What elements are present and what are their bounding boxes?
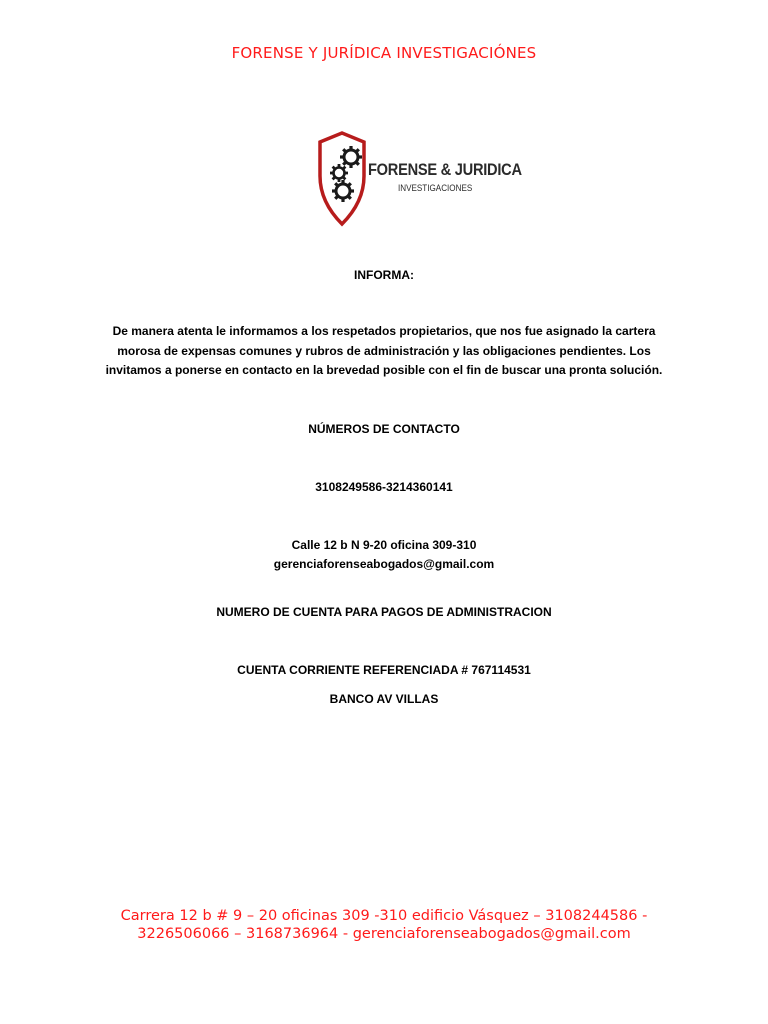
contact-address: Calle 12 b N 9-20 oficina 309-310 — [291, 538, 477, 552]
contact-phones: 3108249586-3214360141 — [315, 480, 453, 494]
footer-line: Carrera 12 b # 9 – 20 oficinas 309 -310 edificio Vásquez – 3108244586 - — [120, 908, 648, 924]
bank-name: BANCO AV VILLAS — [329, 692, 439, 706]
notice-paragraph — [100, 322, 668, 381]
informa-heading: INFORMA: — [354, 268, 414, 282]
document-header-title: FORENSE Y JURÍDICA INVESTIGACIÓNES — [231, 44, 537, 62]
paragraph-line: De manera atenta le informamos a los respetados propietarios, que nos fue asignado la cartera — [112, 324, 656, 338]
footer-line: 3226506066 – 3168736964 - gerenciaforenseabogados@gmail.com — [137, 926, 631, 942]
contact-heading: NÚMEROS DE CONTACTO — [308, 422, 460, 436]
account-heading: NUMERO DE CUENTA PARA PAGOS DE ADMINISTRACION — [216, 605, 552, 619]
contact-email: gerenciaforenseabogados@gmail.com — [273, 557, 495, 571]
paragraph-line: morosa de expensas comunes y rubros de administración y las obligaciones pendientes. Los — [117, 343, 651, 358]
paragraph-line: invitamos a ponerse en contacto en la brevedad posible con el fin de buscar una pronta solución. — [105, 363, 663, 377]
logo-company-name: FORENSE & JURIDICA — [368, 160, 522, 179]
document-footer — [90, 907, 678, 943]
logo-company-subtitle: INVESTIGACIONES — [398, 183, 473, 193]
company-logo — [316, 130, 522, 228]
account-number: CUENTA CORRIENTE REFERENCIADA # 767114531 — [237, 663, 531, 677]
